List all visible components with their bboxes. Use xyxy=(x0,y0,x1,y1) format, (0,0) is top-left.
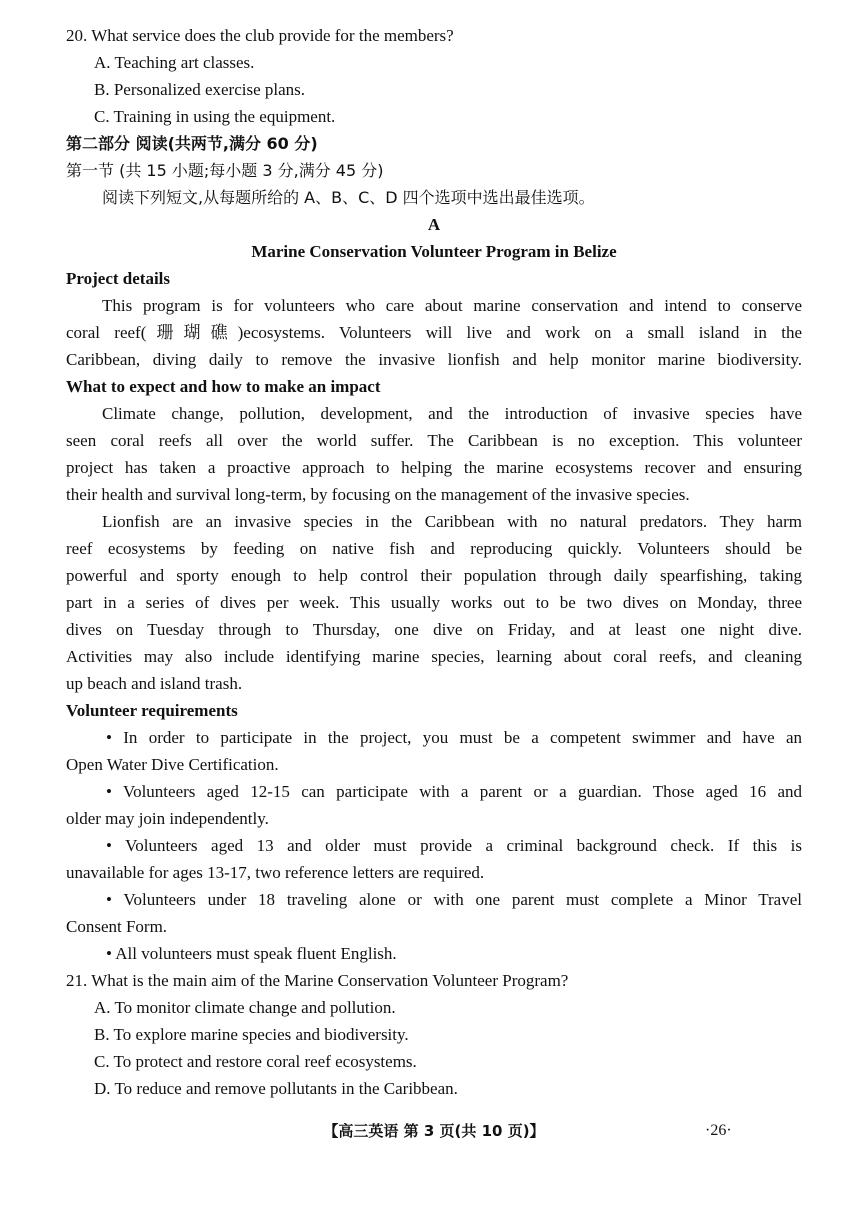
requirement-line: older may join independently. xyxy=(66,809,269,828)
heading-project-details: Project details xyxy=(66,269,171,288)
requirement-line: • All volunteers must speak fluent English. xyxy=(106,944,397,963)
q20-option-a: A. Teaching art classes. xyxy=(94,53,255,72)
requirement-line: • In order to participate in the project, you must be a competent swimmer and have an xyxy=(106,728,802,747)
p2-line: their health and survival long-term, by focusing on the management of the invasive species. xyxy=(66,485,690,504)
part2-title: 第二部分 阅读(共两节,满分 60 分) xyxy=(66,134,318,153)
p2-line: Climate change, pollution, development, and the introduction of invasive species have xyxy=(102,404,802,423)
p3-line: dives on Tuesday through to Thursday, one dive on Friday, and at least one night dive. xyxy=(66,620,802,639)
passage-letter: A xyxy=(427,215,441,234)
q20-option-b: B. Personalized exercise plans. xyxy=(94,80,306,99)
requirement-line: • Volunteers aged 12-15 can participate with a parent or a guardian. Those aged 16 and xyxy=(106,782,802,801)
requirement-line: • Volunteers aged 13 and older must provide a criminal background check. If this is xyxy=(106,836,802,855)
p3-line: Activities may also include identifying marine species, learning about coral reefs, and cleaning xyxy=(66,647,802,666)
heading-volunteer-requirements: Volunteer requirements xyxy=(66,701,238,720)
q20-stem: 20. What service does the club provide for the members? xyxy=(66,26,454,45)
requirement-line: unavailable for ages 13-17, two reference letters are required. xyxy=(66,863,485,882)
p1-line: coral reef(珊瑚礁)ecosystems. Volunteers will live and work on a small island in the xyxy=(66,323,802,342)
p3-line: Lionfish are an invasive species in the Caribbean with no natural predators. They harm xyxy=(102,512,802,531)
section1-title: 第一节 (共 15 小题;每小题 3 分,满分 45 分) xyxy=(66,161,384,180)
p3-line: part in a series of dives per week. This usually works out to be two dives on Monday, three xyxy=(66,593,802,612)
q21-option-b: B. To explore marine species and biodiversity. xyxy=(94,1025,409,1044)
page-code: ·26· xyxy=(705,1122,732,1139)
q21-stem: 21. What is the main aim of the Marine Conservation Volunteer Program? xyxy=(66,971,569,990)
p1-line: Caribbean, diving daily to remove the invasive lionfish and help monitor marine biodiversity. xyxy=(66,350,802,369)
p1-line: This program is for volunteers who care about marine conservation and intend to conserve xyxy=(102,296,802,315)
requirement-line: Open Water Dive Certification. xyxy=(66,755,279,774)
requirement-line: Consent Form. xyxy=(66,917,168,936)
instruction: 阅读下列短文,从每题所给的 A、B、C、D 四个选项中选出最佳选项。 xyxy=(102,188,595,207)
p3-line: reef ecosystems by feeding on native fish and reproducing quickly. Volunteers should be xyxy=(66,539,802,558)
q21-option-a: A. To monitor climate change and pollution. xyxy=(94,998,396,1017)
p2-line: seen coral reefs all over the world suffer. The Caribbean is no exception. This volunteer xyxy=(66,431,802,450)
requirement-line: • Volunteers under 18 traveling alone or with one parent must complete a Minor Travel xyxy=(106,890,802,909)
q20-option-c: C. Training in using the equipment. xyxy=(94,107,336,126)
passage-title: Marine Conservation Volunteer Program in Belize xyxy=(251,242,617,261)
heading-what-to-expect: What to expect and how to make an impact xyxy=(66,377,381,396)
page-footer-label: 【高三英语 第 3 页(共 10 页)】 xyxy=(323,1122,545,1140)
q21-option-d: D. To reduce and remove pollutants in the Caribbean. xyxy=(94,1079,458,1098)
q21-option-c: C. To protect and restore coral reef ecosystems. xyxy=(94,1052,417,1071)
p3-line: powerful and sporty enough to help control their population through daily spearfishing, taking xyxy=(66,566,802,585)
p3-line: up beach and island trash. xyxy=(66,674,243,693)
p2-line: project has taken a proactive approach to helping the marine ecosystems recover and ensuring xyxy=(66,458,802,477)
